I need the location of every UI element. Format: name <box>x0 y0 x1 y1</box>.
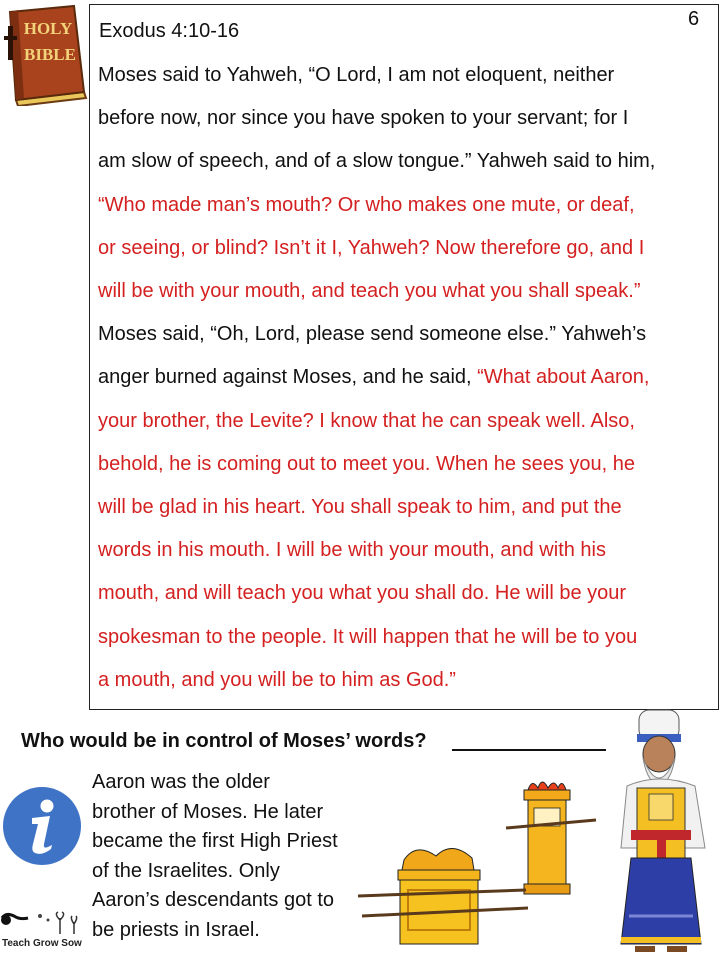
scripture-line <box>98 616 714 659</box>
scripture-line <box>98 572 714 615</box>
high-priest-aaron-illustration <box>605 708 715 954</box>
ark-of-the-covenant-illustration <box>356 834 531 954</box>
info-line: brother of Moses. He later <box>92 800 324 823</box>
scripture-line <box>98 529 714 572</box>
scripture-line <box>98 443 714 486</box>
scripture-segment: before now, nor since you have spoken to your servant; for I <box>98 107 629 130</box>
scripture-line <box>98 400 714 443</box>
scripture-segment-red: or seeing, or blind? Isn’t it I, Yahweh? Now therefore go, and I <box>98 236 645 259</box>
info-line: Aaron’s descendants got to <box>92 889 335 911</box>
bible-title-line2: BIBLE <box>24 45 76 64</box>
info-line: of the Israelites. Only <box>92 859 280 882</box>
scripture-line <box>98 140 714 183</box>
answer-blank[interactable] <box>452 749 606 751</box>
scripture-segment: Moses said, “Oh, Lord, please send someone else.” Yahweh’s <box>98 323 647 346</box>
info-text <box>92 768 372 945</box>
scripture-line <box>98 313 714 356</box>
info-line: be priests in Israel. <box>92 918 260 941</box>
scripture-line <box>98 227 714 270</box>
scripture-segment: anger burned against Moses, and he said, <box>98 366 478 389</box>
scripture-line <box>98 486 714 529</box>
scripture-segment: Moses said to Yahweh, “O Lord, I am not eloquent, neither <box>98 64 615 86</box>
bible-title-line1: HOLY <box>23 19 73 38</box>
page-number: 6 <box>688 8 700 30</box>
scripture-segment-red: will be with your mouth, and teach you what you shall speak.” <box>98 280 641 303</box>
scripture-segment: am slow of speech, and of a slow tongue.” Yahweh said to him, <box>98 150 656 173</box>
scripture-segment-red: a mouth, and you will be to him as God.” <box>98 668 456 691</box>
info-line: became the first High Priest <box>92 830 338 852</box>
scripture-segment-red: words in his mouth. I will be with your mouth, and with his <box>98 539 606 562</box>
scripture-segment-red: mouth, and will teach you what you shall do. He will be your <box>98 582 627 605</box>
scripture-segment-red: your brother, the Levite? I know that he can speak well. Also, <box>98 409 635 432</box>
scripture-segment-red: behold, he is coming out to meet you. When he sees you, he <box>98 452 635 475</box>
scripture-line <box>98 270 714 313</box>
scripture-reference: Exodus 4:10-16 <box>99 20 240 42</box>
scripture-line <box>98 356 714 399</box>
scripture-line <box>98 54 714 97</box>
holy-bible-icon <box>4 4 88 106</box>
teach-grow-sow-logo <box>0 910 88 960</box>
info-icon <box>2 786 82 866</box>
scripture-passage <box>98 54 714 702</box>
scripture-segment-red: “Who made man’s mouth? Or who makes one mute, or deaf, <box>98 193 635 216</box>
scripture-line <box>98 659 714 702</box>
info-line: Aaron was the older <box>92 771 270 793</box>
scripture-segment-red: will be glad in his heart. You shall speak to him, and put the <box>98 496 622 519</box>
scripture-segment-red: “What about Aaron, <box>477 366 650 389</box>
question: Who would be in control of Moses’ words? <box>21 730 427 752</box>
logo-text: Teach Grow Sow <box>2 938 82 949</box>
scripture-segment-red: spokesman to the people. It will happen that he will be to you <box>98 625 638 648</box>
scripture-line <box>98 97 714 140</box>
scripture-line <box>98 184 714 227</box>
